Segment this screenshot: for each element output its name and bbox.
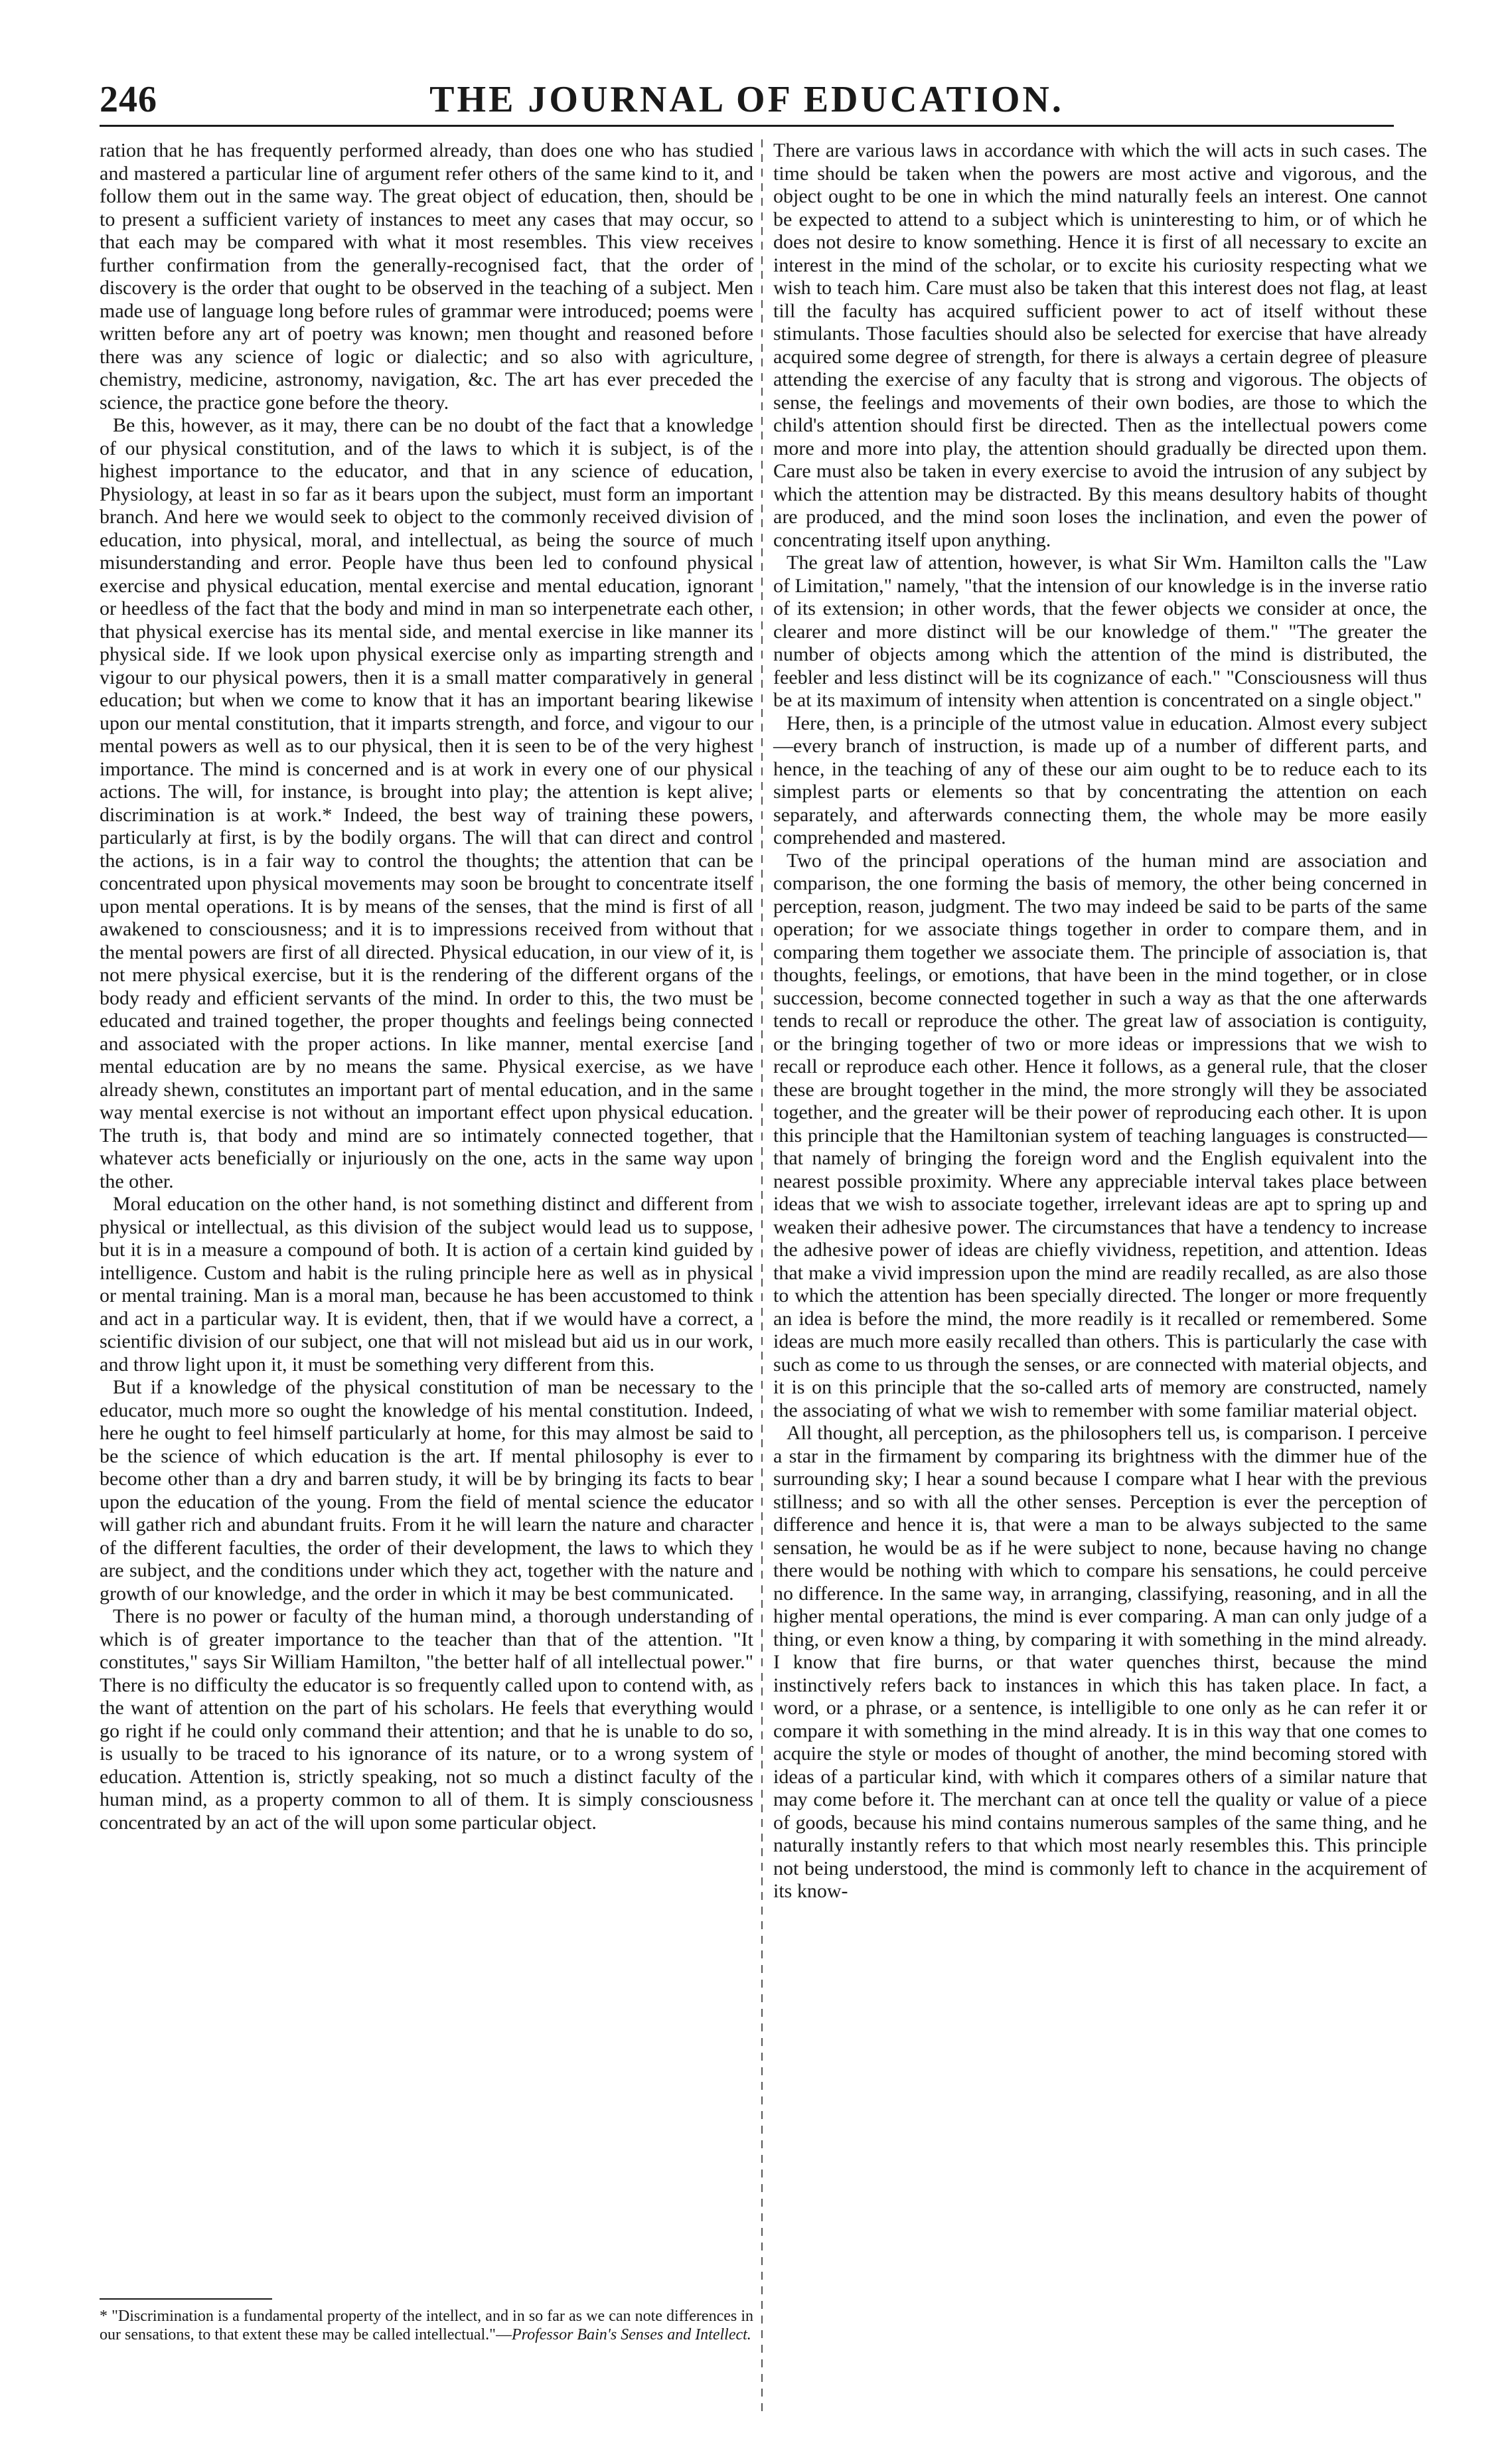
footnote-source: Professor Bain's Senses and Intellect. [511, 2326, 751, 2343]
running-header [100, 78, 1394, 127]
paragraph: There are various laws in accordance with which the will acts in such cases. The time should be taken when the powers are most active and vigorous, and the object ought to be one in which the mind naturally feels an interest. One cannot be expected to attend to a subject which is uninteresting to him, or of which he does not desire to know something. Hence it is first of all necessary to excite an interest in the mind of the scholar, or to excite his curiosity respecting what we wish to teach him. Care must also be taken that this interest does not flag, at least till the faculty has acquired sufficient power to act of itself without these stimulants. Those faculties should also be selected for exercise that have already acquired some degree of strength, for there is always a certain degree of pleasure attending the exercise of any faculty that is strong and vigorous. The objects of sense, the feelings and movements of their own bodies, are those to which the child's attention should first be directed. Then as the intellectual powers come more and more into play, the attention should gradually be directed upon them. Care must also be taken in every exercise to avoid the intrusion of any subject by which the attention may be distracted. By this means desultory habits of thought are produced, and the mind soon loses the inclination, and even the power of concentrating itself upon anything. [773, 139, 1427, 551]
paragraph: Here, then, is a principle of the utmost value in education. Almost every subject—every branch of instruction, is made up of a number of different parts, and hence, in the teaching of any of these our aim ought to be to reduce each to its simplest parts or elements so that by concentrating the attention on each separately, and afterwards connecting them, the whole may be more easily comprehended and mastered. [773, 712, 1427, 848]
paragraph: ration that he has frequently performed already, than does one who has studied and mastered a particular line of argument refer others of the same kind to it, and follow them out in the same way. The great object of education, then, should be to present a sufficient variety of instances to meet any cases that may occur, so that each may be compared with what it most resembles. This view receives further confirmation from the generally-recognised fact, that the order of discovery is the order that ought to be observed in the teaching of a subject. Men made use of language long before rules of grammar were introduced; poems were written before any art of poetry was known; men thought and reasoned before there was any science of logic or dialectic; and so also with agriculture, chemistry, medicine, astronomy, navigation, &c. The art has ever preceded the science, the practice gone before the theory. [100, 139, 753, 414]
paragraph: All thought, all perception, as the philosophers tell us, is comparison. I perceive a star in the firmament by comparing its brightness with the dimmer hue of the surrounding sky; I hear a sound because I compare what I hear with the previous stillness; and so with all the other senses. Perception is ever the perception of difference and hence it is, that were a man to be always subjected to the same sensation, he would be as if he were subject to none, because having no change there would be nothing with which to compare his sensations, he could perceive no difference. In the same way, in arranging, classifying, reasoning, and in all the higher mental operations, the mind is ever comparing. A man can only judge of a thing, or even know a thing, by comparing it with something in the mind already. I know that fire burns, or that water quenches thirst, because the mind instinctively refers back to instances in which this has taken place. In fact, a word, or a phrase, or a sentence, is intelligible to one only as he can refer it or compare it with something in the mind already. It is in this way that one comes to acquire the style or modes of thought of another, the mind becoming stored with ideas of a particular kind, with which it compares others of a similar nature that may come before it. The merchant can at once tell the quality or value of a piece of goods, because his mind contains numerous samples of the same thing, and he naturally instantly refers to that which most nearly resembles this. This principle not being understood, the mind is commonly left to chance in the acquirement of its know- [773, 1422, 1427, 1902]
column-divider [761, 139, 763, 2416]
right-column [773, 139, 1427, 1903]
paragraph: Two of the principal operations of the human mind are association and comparison, the one forming the basis of memory, the other being concerned in perception, reason, judgment. The two may indeed be said to be parts of the same operation; for we associate things together in order to compare them, and in comparing them together we associate them. The principle of association is, that thoughts, feelings, or emotions, that have been in the mind together, or in close succession, become connected together in such a way as that the one afterwards tends to recall or reproduce the other. The great law of association is contiguity, or the bringing together of two or more ideas or impressions that we wish to recall or reproduce each other. Hence it follows, as a general rule, that the closer these are brought together in the mind, the more strongly will they be associated together, and the greater will be their power of reproducing each other. It is upon this principle that the Hamiltonian system of teaching languages is constructed—that namely of bringing the foreign word and the English equivalent into the nearest possible proximity. Where any appreciable interval takes place between ideas that we wish to associate together, irrelevant ideas are apt to spring up and weaken their adhesive power. The circumstances that have a tendency to increase the adhesive power of ideas are chiefly vividness, repetition, and attention. Ideas that make a vivid impression upon the mind are readily recalled, as are also those to which the attention has been specially directed. The longer or more frequently an idea is before the mind, the more readily is it recalled or remembered. Some ideas are much more easily recalled than others. This is particularly the case with such as come to us through the senses, or are connected with material objects, and it is on this principle that the so-called arts of memory are constructed, namely the associating of what we wish to remember with some familiar material object. [773, 849, 1427, 1421]
footnote [100, 2307, 753, 2344]
paragraph: There is no power or faculty of the human mind, a thorough understanding of which is of greater importance to the teacher than that of the attention. "It constitutes," says Sir William Hamilton, "the better half of all intellectual power." There is no difficulty the educator is so frequently called upon to contend with, as the want of attention on the part of his scholars. He feels that everything would go right if he could only command their attention; and that he is unable to do so, is usually to be traced to his ignorance of its nature, or to a wrong system of education. Attention is, strictly speaking, not so much a distinct faculty of the human mind, as a property common to all of them. It is simply consciousness concentrated by an act of the will upon some particular object. [100, 1605, 753, 1834]
footnote-text: * "Discrimination is a fundamental property of the intellect, and in so far as we can note differences in our sensations, to that extent these may be called intellectual."— [100, 2308, 753, 2343]
footnote-rule [100, 2298, 272, 2300]
left-column [100, 139, 753, 1834]
journal-title: THE JOURNAL OF EDUCATION. [429, 79, 1064, 120]
paragraph: But if a knowledge of the physical constitution of man be necessary to the educator, much more so ought the knowledge of his mental constitution. Indeed, here he ought to feel himself particularly at home, for this may almost be said to be the science of which education is the art. If mental philosophy is ever to become other than a dry and barren study, it will be by bringing its facts to bear upon the education of the young. From the field of mental science the educator will gather rich and abundant fruits. From it he will learn the nature and character of the different faculties, the order of their development, the laws to which they are subject, and the conditions under which they act, together with the nature and growth of our knowledge, and the order in which it may be best communicated. [100, 1376, 753, 1605]
paragraph: Be this, however, as it may, there can be no doubt of the fact that a knowledge of our physical constitution, and of the laws to which it is subject, is of the highest importance to the educator, and that in any science of education, Physiology, at least in so far as it bears upon the subject, must form an important branch. And here we would seek to object to the commonly received division of education, into physical, moral, and intellectual, as being the source of much misunderstanding and error. People have thus been led to confound physical exercise and physical education, mental exercise and mental education, ignorant or heedless of the fact that the body and mind in man so interpenetrate each other, that physical exercise has its mental side, and mental exercise in like manner its physical side. If we look upon physical exercise only as imparting strength and vigour to our physical powers, then it is a small matter comparatively in general education; but when we come to know that it has an important bearing likewise upon our mental constitution, that it imparts strength, and force, and vigour to our mental powers as well as to our physical, then it is seen to be of the very highest importance. The mind is concerned and is at work in every one of our physical actions. The will, for instance, is brought into play; the attention is kept alive; discrimination is at work.* Indeed, the best way of training these powers, particularly at first, is by the bodily organs. The will that can direct and control the actions, is in a fair way to control the thoughts; the attention that can be concentrated upon physical movements may soon be brought to concentrate itself upon mental operations. It is by means of the senses, that the mind is first of all awakened to consciousness; and it is to impressions received from without that the mental powers are first of all directed. Physical education, in our view of it, is not mere physical exercise, but it is the rendering of the different organs of the body ready and efficient servants of the mind. In order to this, the two must be educated and trained together, the proper thoughts and feelings being connected and associated with the proper actions. In like manner, mental exercise [and mental education are by no means the same. Physical exercise, as we have already shewn, constitutes an important part of mental education, and in the same way mental exercise is not without an important effect upon physical education. The truth is, that body and mind are so intimately connected together, that whatever acts beneficially or injuriously on the one, acts in the same way upon the other. [100, 414, 753, 1192]
paragraph: Moral education on the other hand, is not something distinct and different from physical or intellectual, as this division of the subject would lead us to suppose, but it is in a measure a compound of both. It is action of a certain kind guided by intelligence. Custom and habit is the ruling principle here as well as in physical or mental training. Man is a moral man, because he has been accustomed to think and act in a particular way. It is evident, then, that if we would have a correct, a scientific division of our subject, one that will not mislead but aid us in our work, and throw light upon it, it must be something very different from this. [100, 1193, 753, 1376]
page-number: 246 [100, 79, 157, 120]
paragraph: The great law of attention, however, is what Sir Wm. Hamilton calls the "Law of Limitation," namely, "that the intension of our knowledge is in the inverse ratio of its extension; in other words, that the fewer objects we consider at once, the clearer and more distinct will be our knowledge of them." "The greater the number of objects among which the attention of the mind is distributed, the feebler and less distinct will be its cognizance of each." "Consciousness will thus be at its maximum of intensity when attention is concentrated on a single object." [773, 552, 1427, 711]
